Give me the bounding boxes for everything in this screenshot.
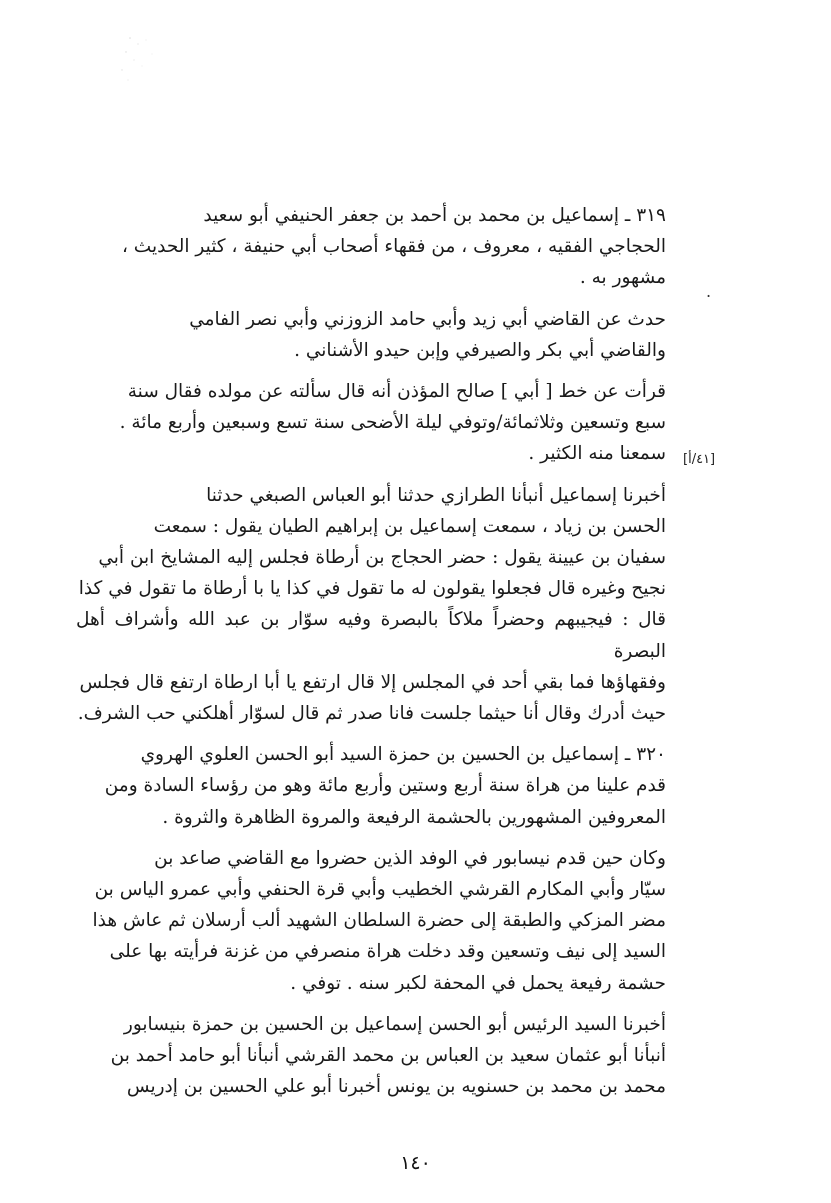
text-line: وكان حين قدم نيسابور في الوفد الذين حضروا مع القاضي صاعد بن	[154, 847, 666, 869]
text-line: مضر المزكي والطبقة إلى حضرة السلطان الشهيد ألب أرسلان ثم عاش هذا	[92, 910, 666, 932]
body-text	[76, 200, 666, 1112]
text-line: سيّار وأبي المكارم القرشي الخطيب وأبي قرة الحنفي وأبي عمرو الياس بن	[94, 879, 666, 901]
text-line: قدم علينا من هراة سنة أربع وستين وأربع مائة وهو من رؤساء السادة ومن	[104, 775, 666, 797]
text-line: نجيح وغيره قال فجعلوا يقولون له ما تقول في كذا يا با أرطاة ما تقول في كذا	[78, 578, 666, 600]
entry-320-heading	[76, 739, 666, 833]
text-line: والقاضي أبي بكر والصيرفي وإبن حيدو الأشناني .	[294, 339, 666, 361]
text-line: قرأت عن خط [ أبي ] صالح المؤذن أنه قال سألته عن مولده فقال سنة	[127, 381, 666, 403]
text-line: الحجاجي الفقيه ، معروف ، من فقهاء أصحاب أبي حنيفة ، كثير الحديث ،	[121, 236, 666, 258]
text-line: ٣١٩ ـ إسماعيل بن محمد بن أحمد بن جعفر الحنيفي أبو سعيد	[203, 205, 666, 226]
text-line: السيد إلى نيف وتسعين وقد دخلت هراة منصرفي من غزنة فرأيته بها على	[109, 941, 666, 963]
scan-noise	[118, 30, 178, 90]
margin-folio-reference: [٤١/أ]	[683, 452, 716, 467]
text-line: الحسن بن زياد ، سمعت إسماعيل بن إبراهيم الطيان يقول : سمعت	[153, 515, 666, 537]
text-line: حشمة رفيعة يحمل في المحفة لكبر سنه . توفي .	[290, 972, 666, 994]
margin-dot: .	[706, 282, 712, 301]
text-line: سفيان بن عيينة يقول : حضر الحجاج بن أرطاة فجلس إليه المشايخ ابن أبي	[98, 547, 666, 569]
text-line: وفقهاؤها فما بقي أحد في المجلس إلا قال ارتفع يا أبا ارطاة ارتفع قال فجلس	[79, 671, 666, 693]
paragraph-chain	[76, 1009, 666, 1103]
page-number: ١٤٠	[400, 1152, 431, 1174]
paragraph-teachers	[76, 304, 666, 366]
text-line: محمد بن محمد بن حسنويه بن يونس أخبرنا أبو علي الحسين بن إدريس	[126, 1076, 666, 1098]
paragraph-delegation	[76, 843, 666, 999]
text-line: أخبرنا السيد الرئيس أبو الحسن إسماعيل بن الحسين بن حمزة بنيسابور	[123, 1013, 666, 1035]
text-line: المعروفين المشهورين بالحشمة الرفيعة والمروة الظاهرة والثروة .	[162, 806, 666, 828]
text-line: ٣٢٠ ـ إسماعيل بن الحسين بن حمزة السيد أبو الحسن العلوي الهروي	[140, 744, 666, 766]
text-line: قال : فيجيبهم وحضراً ملاكاً بالبصرة وفيه سوّار بن عبد الله وأشراف أهل البصرة	[76, 609, 666, 662]
text-line: أنبأنا أبو عثمان سعيد بن العباس بن محمد القرشي أنبأنا أبو حامد أحمد بن	[110, 1045, 666, 1067]
paragraph-narration	[76, 480, 666, 730]
text-line: سمعنا منه الكثير .	[528, 443, 666, 465]
text-line: أخبرنا إسماعيل أنبأنا الطرازي حدثنا أبو العباس الصبغي حدثنا	[206, 484, 666, 506]
text-line: مشهور به .	[579, 267, 666, 289]
text-line: حدث عن القاضي أبي زيد وأبي حامد الزوزني وأبي نصر الفامي	[189, 308, 666, 330]
paragraph-birth-death	[76, 376, 666, 470]
text-line: حيث أدرك وقال أنا حيثما جلست فانا صدر ثم قال لسوّار أهلكني حب الشرف.	[77, 703, 666, 725]
entry-319-heading	[76, 200, 666, 294]
text-line: سبع وتسعين وثلاثمائة/وتوفي ليلة الأضحى سنة تسع وسبعين وأربع مائة .	[119, 412, 666, 434]
